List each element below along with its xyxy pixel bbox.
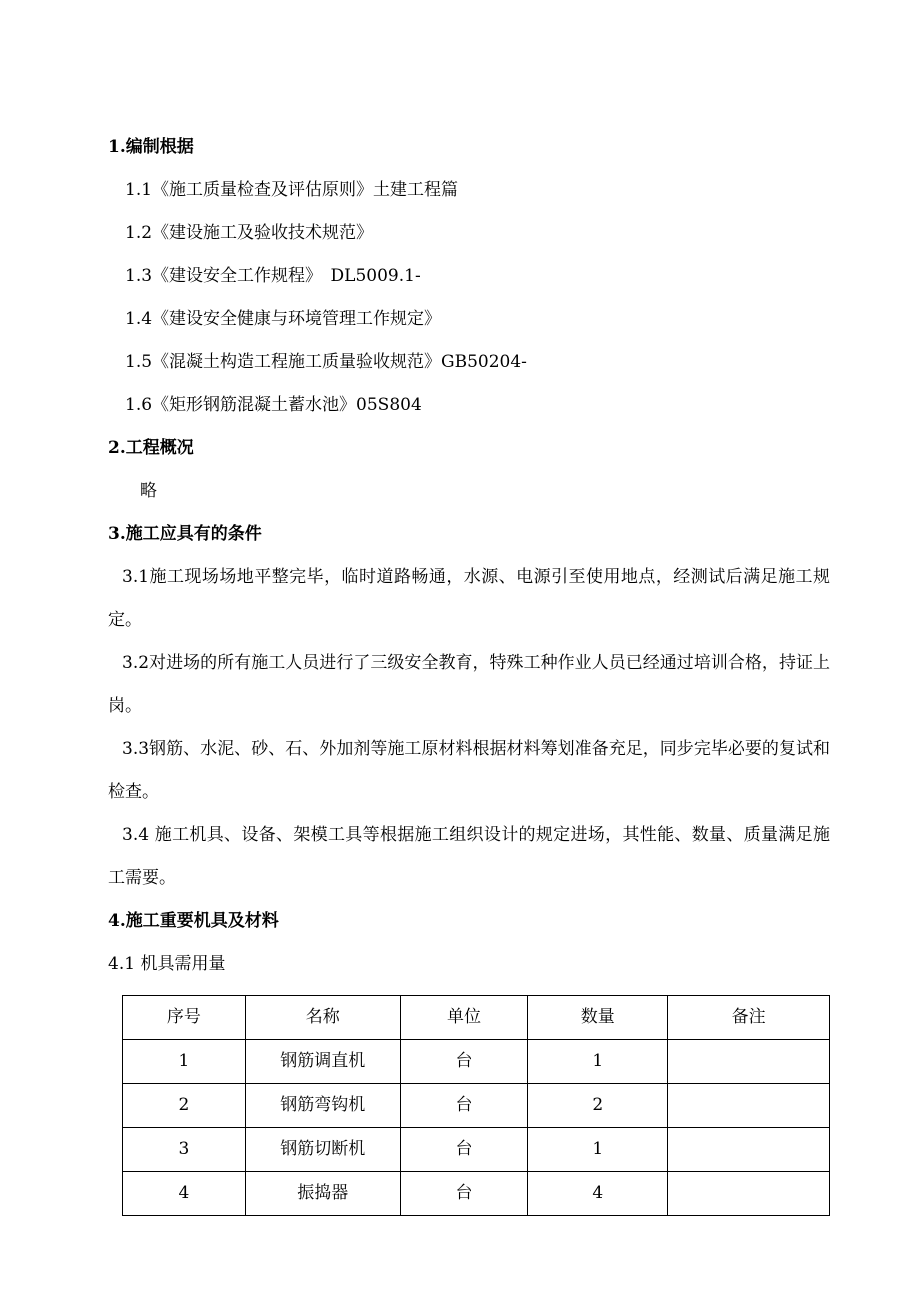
table-row	[123, 1040, 830, 1084]
paragraph-3-4: 3.4 施工机具、设备、架模工具等根据施工组织设计的规定进场，其性能、数量、质量满足施工需要。	[108, 825, 830, 888]
table-cell: 台	[400, 1128, 528, 1172]
paragraph-1-4: 1.4《建设安全健康与环境管理工作规定》	[125, 309, 442, 329]
table-cell: 1	[528, 1040, 668, 1084]
table-cell: 钢筋弯钩机	[245, 1084, 400, 1128]
table-cell	[668, 1040, 830, 1084]
table-cell: 台	[400, 1172, 528, 1216]
equipment-table	[122, 995, 830, 1216]
table-header-cell-remarks: 备注	[668, 996, 830, 1040]
section-3-heading: 3.施工应具有的条件	[108, 524, 262, 544]
table-cell: 钢筋切断机	[245, 1128, 400, 1172]
table-header-cell-index: 序号	[123, 996, 246, 1040]
table-cell: 台	[400, 1040, 528, 1084]
table-cell: 台	[400, 1084, 528, 1128]
table-cell: 3	[123, 1128, 246, 1172]
section-1-heading: 1.编制根据	[108, 137, 194, 157]
section-4-subheading: 4.1 机具需用量	[108, 954, 226, 974]
paragraph-1-1: 1.1《施工质量检查及评估原则》土建工程篇	[125, 180, 459, 200]
table-cell: 4	[123, 1172, 246, 1216]
table-header-cell-unit: 单位	[400, 996, 528, 1040]
paragraph-1-5: 1.5《混凝土构造工程施工质量验收规范》GB50204-	[125, 352, 527, 372]
paragraph-1-2: 1.2《建设施工及验收技术规范》	[125, 223, 374, 243]
paragraph-3-3: 3.3钢筋、水泥、砂、石、外加剂等施工原材料根据材料筹划准备充足，同步完毕必要的复试和检查。	[108, 739, 830, 802]
table-row	[123, 1084, 830, 1128]
table-cell: 1	[528, 1128, 668, 1172]
paragraph-3-2: 3.2对进场的所有施工人员进行了三级安全教育，特殊工种作业人员已经通过培训合格，持证上岗。	[108, 653, 830, 716]
table-cell: 振捣器	[245, 1172, 400, 1216]
table-row	[123, 1128, 830, 1172]
paragraph-2-body: 略	[140, 481, 157, 501]
table-cell: 1	[123, 1040, 246, 1084]
table-row	[123, 1172, 830, 1216]
paragraph-1-6: 1.6《矩形钢筋混凝土蓄水池》05S804	[125, 395, 422, 415]
table-header-cell-quantity: 数量	[528, 996, 668, 1040]
paragraph-1-3: 1.3《建设安全工作规程》 DL5009.1-	[125, 266, 421, 286]
table-header-cell-name: 名称	[245, 996, 400, 1040]
table-cell: 钢筋调直机	[245, 1040, 400, 1084]
table-cell: 2	[123, 1084, 246, 1128]
table-cell	[668, 1084, 830, 1128]
table-cell	[668, 1172, 830, 1216]
section-2-heading: 2.工程概况	[108, 438, 194, 458]
table-cell: 4	[528, 1172, 668, 1216]
paragraph-3-1: 3.1施工现场场地平整完毕，临时道路畅通，水源、电源引至使用地点，经测试后满足施工规定。	[108, 567, 830, 630]
table-cell	[668, 1128, 830, 1172]
table-cell: 2	[528, 1084, 668, 1128]
section-4-heading: 4.施工重要机具及材料	[108, 911, 279, 931]
table-header-row	[123, 996, 830, 1040]
